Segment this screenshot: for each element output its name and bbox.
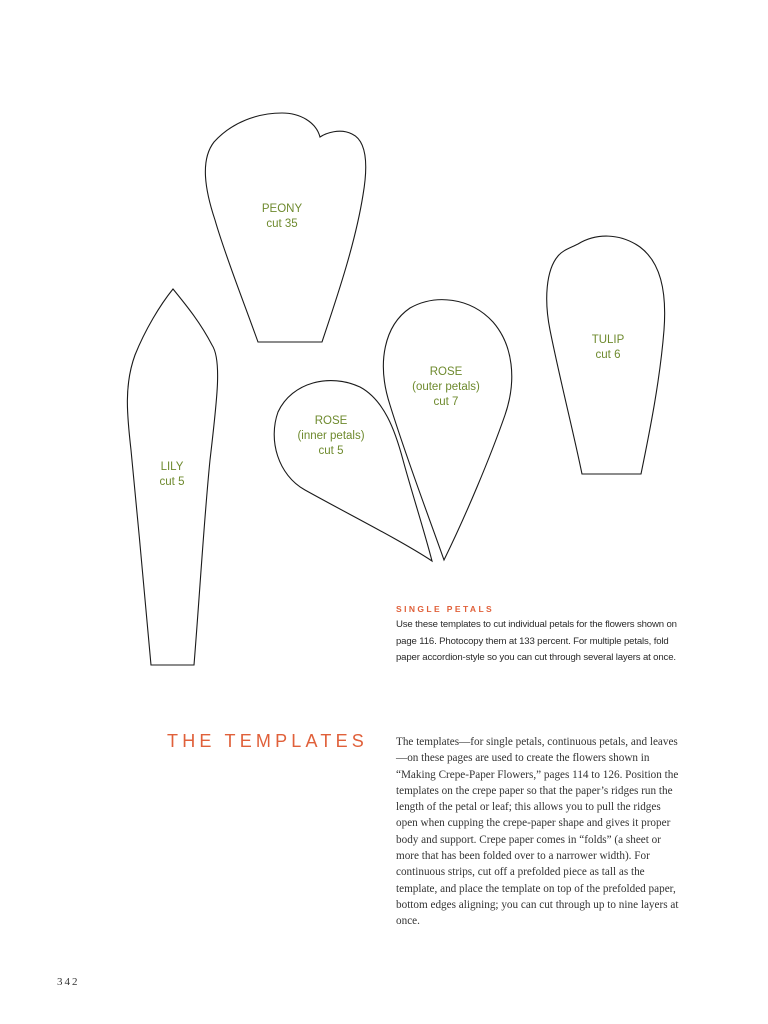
peony-cut: cut 35 bbox=[266, 218, 298, 230]
lily-cut: cut 5 bbox=[159, 476, 185, 488]
section-body-text: The templates—for single petals, continuous petals, and leaves—on these pages are used to create the flowers shown in “Making Crepe-Paper Flowers,” pages 114 to 126. Position the templates on the crepe paper so that the paper’s ridges run the length of the petal or leaf; this allows you to pull the ridges open when cupping the crepe-paper shape and gives it proper body and support. Crepe paper comes in “folds” (a sheet or more that has been folded over to a narrower width). For continuous strips, cut off a prefolded piece as tall as the template, and place the template on top of the prefolded paper, bottom edges aligning; you can cut through up to nine layers at once. bbox=[396, 736, 679, 928]
tulip-cut: cut 6 bbox=[595, 349, 621, 361]
rose-inner-label bbox=[297, 414, 364, 459]
rose-inner-detail: (inner petals) bbox=[297, 430, 365, 442]
caption-body: Use these templates to cut individual petals for the flowers shown on page 116. Photocopy them at 133 percent. For multiple petals, fold paper accordion-style so you can cut through several layers at once. bbox=[396, 619, 677, 663]
rose-outer-cut: cut 7 bbox=[433, 396, 459, 408]
section-heading: THE TEMPLATES bbox=[167, 731, 368, 751]
tulip-label bbox=[592, 333, 625, 363]
peony-label bbox=[262, 202, 302, 232]
caption-title: SINGLE PETALS bbox=[396, 604, 495, 614]
rose-outer-name: ROSE bbox=[429, 366, 463, 378]
rose-outer-detail: (outer petals) bbox=[412, 381, 480, 393]
page-number: 342 bbox=[57, 976, 80, 988]
lily-name: LILY bbox=[160, 461, 184, 473]
lily-label bbox=[160, 460, 185, 490]
rose-inner-name: ROSE bbox=[314, 415, 348, 427]
single-petals-caption bbox=[396, 604, 686, 667]
rose-outer-label bbox=[412, 365, 480, 410]
tulip-name: TULIP bbox=[591, 334, 625, 346]
peony-name: PEONY bbox=[261, 203, 303, 215]
rose-inner-cut: cut 5 bbox=[318, 445, 344, 457]
